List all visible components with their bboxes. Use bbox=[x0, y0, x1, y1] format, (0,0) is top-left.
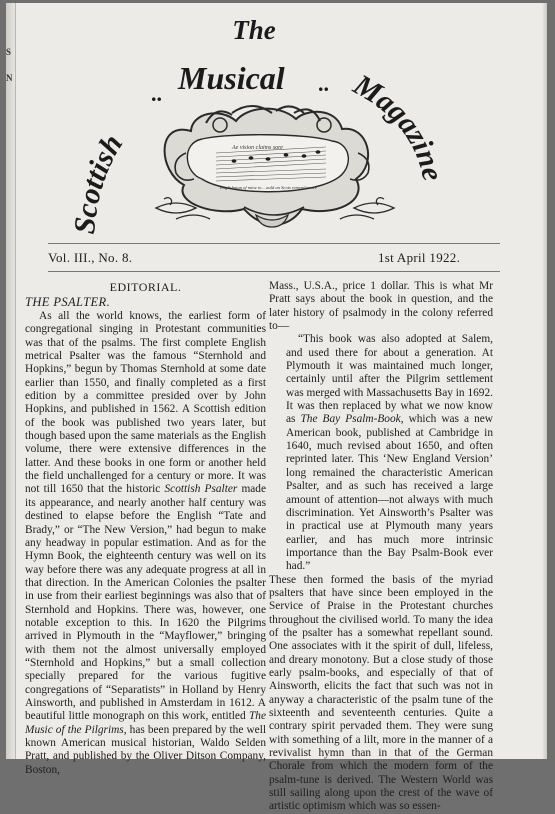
block-quote bbox=[286, 333, 493, 573]
title-word-musical: Musical bbox=[178, 60, 285, 96]
text-run: , which was a new American book, published at Cambridge in 1640, much revised about 1650, and often reprinted later. This ‘New England Version’ long remained the characteristic American Psalter, and as such has received a large amount of attention—not always with much discrimination. Yet Ainsworth’s Psalter was in practical use at Plymouth many years earlier, and has much more intrinsic importance than the Bay Psalm-Book ever had.” bbox=[286, 413, 493, 573]
header-rule-top bbox=[48, 243, 500, 244]
article-paragraph bbox=[25, 310, 266, 777]
book-title: The Music of the Pilgrims bbox=[25, 710, 266, 736]
issue-date: 1st April 1922. bbox=[378, 250, 461, 265]
magazine-page bbox=[6, 3, 547, 813]
article-paragraph: These then formed the basis of the myriad psalters that have since been employed in the Service of Praise in the Protestant churches throughout the civilised world. To many the idea of the psalter has a somewhat repellant sound. One associates with it the spirit of dull, lifeless, and dreary monotony. But a close study of those early psalm-books, and especially of that of Ainsworth, elicits the fact that such was not in anyway a characteristic of the psalm tune of the sixteenth and seventeenth centuries. Quite a contrary spirit pervaded them. They were sung with something of a lilt, more in the manner of a revivalist hymn than in that of the German Chorale from which the modern form of the psalm-tune is derived. The Western World was still sailing along upon the crest of the wave of artistic optimism which was so essen- bbox=[269, 573, 493, 813]
section-heading: EDITORIAL. bbox=[109, 280, 182, 294]
header-rule-bottom bbox=[48, 271, 500, 272]
text-run: As all the world knows, the earliest form of congregational singing in Protestant communities was that of the psalms. The first complete English metrical Psalter was the famous “Sternhold and Hopkins,” begun by Thomas Sternhold at some date earlier than 1550, and finally completed as a first edition by a committee presided over by John Hopkins, and published in 1562. A Scottish edition of the book was published two years later, but though based upon the same materials as the English volume, there were extensive differences in the latter. And these books in one form or another held the field unchallenged for a century or more. It was not till 1650 that the historic bbox=[25, 310, 266, 496]
title-dots-left: .. bbox=[151, 81, 162, 106]
right-column bbox=[269, 280, 493, 814]
emblem-lyric-2: Englishman of mine to... auld an Scots remembrance bbox=[220, 185, 318, 190]
text-run: , has been prepared by the well known American musical historian, Waldo Selden Pratt, and published by the Oliver Ditson Company, Boston, bbox=[25, 723, 266, 776]
title-word-magazine-path: Magazine bbox=[347, 68, 450, 184]
left-column bbox=[25, 280, 266, 777]
spine-letter: S bbox=[6, 47, 12, 57]
book-title: Scottish Psalter bbox=[164, 483, 238, 496]
title-word-the: The bbox=[232, 15, 276, 45]
book-title: The Bay Psalm-Book bbox=[300, 413, 401, 426]
spine-letter: N bbox=[6, 73, 13, 83]
title-word-scottish-path: Scottish bbox=[68, 128, 130, 236]
cartouche-emblem bbox=[156, 106, 394, 227]
masthead-artwork bbox=[6, 3, 547, 243]
masthead bbox=[6, 3, 547, 243]
text-run: made its appearance, and nearly another half century was destined to elapse before the English “Tate and Brady,” or “The New Version,” had begun to make any headway in popular estimation. And as for the Hymn Book, the eighteenth century was well on its way before there was any adequate progress at all in that direction. In the American Colonies the psalter in use from their earliest beginnings was also that of Sternhold and Hopkins. There was, however, one notable exception to this. In 1620 the Pilgrims arrived in Plymouth in the “Mayflower,” bringing with them not the almost universally employed “Sternhold and Hopkins,” but a small collection specially prepared for the various fugitive congregations of “Separatists” in Holland by Henry Ainsworth, and published in Amsterdam in 1612. A beautiful little monograph on this work, entitled bbox=[25, 483, 267, 723]
volume-number: Vol. III., No. 8. bbox=[48, 250, 133, 265]
emblem-lyric-1: Ae vision claims sore bbox=[232, 145, 283, 151]
title-word-scottish bbox=[68, 129, 129, 236]
article-paragraph: Mass., U.S.A., price 1 dollar. This is what Mr Pratt says about the book in question, and the later history of psalmody in the colony referred to— bbox=[269, 280, 493, 333]
article-title: THE PSALTER. bbox=[25, 295, 111, 309]
title-dots-right: .. bbox=[318, 71, 329, 96]
text-run: “This book was also adopted at Salem, and used there for about a generation. At Plymouth it was maintained much longer, certainly until after the Pilgrim settlement was merged with Massachusetts Bay in 1692. It was then replaced by what we now know as bbox=[286, 333, 493, 426]
